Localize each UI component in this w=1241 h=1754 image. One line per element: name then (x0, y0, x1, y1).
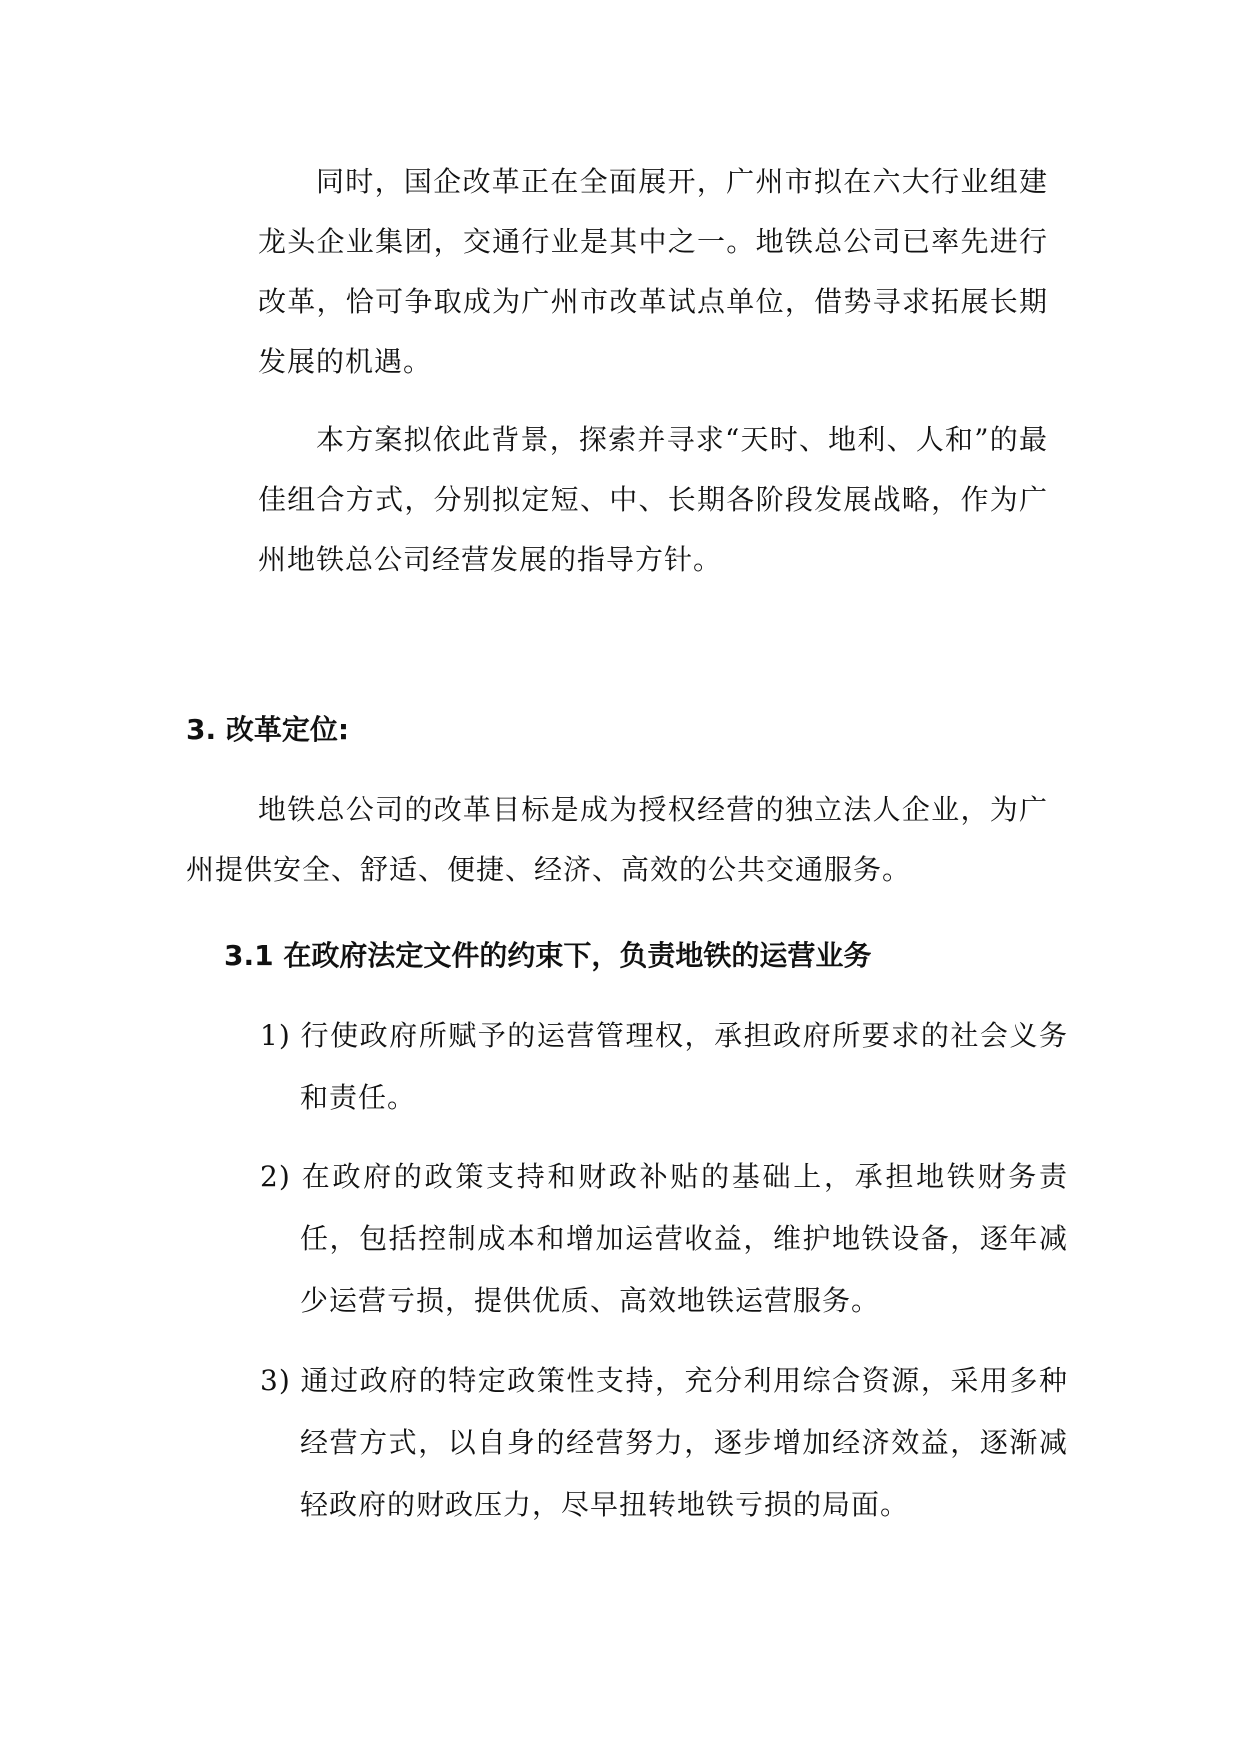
list-item (260, 1146, 1068, 1332)
list-item (260, 1350, 1068, 1536)
section-3-1-heading: 3.1 在政府法定文件的约束下，负责地铁的运营业务 (224, 939, 872, 972)
list-item-number: 1) (260, 1019, 291, 1052)
list-item-text: 在政府的政策支持和财政补贴的基础上，承担地铁财务责任，包括控制成本和增加运营收益，维护地铁设备，逐年减少运营亏损，提供优质、高效地铁运营服务。 (300, 1160, 1068, 1317)
list-item-number: 2) (260, 1160, 291, 1193)
list-item-text: 通过政府的特定政策性支持，充分利用综合资源，采用多种经营方式，以自身的经营努力，逐步增加经济效益，逐渐减轻政府的财政压力，尽早扭转地铁亏损的局面。 (300, 1364, 1068, 1521)
section-3-heading: 3. 改革定位: (186, 713, 350, 746)
paragraph-reform-background: 同时，国企改革正在全面展开，广州市拟在六大行业组建龙头企业集团，交通行业是其中之一。地铁总公司已率先进行改革，恰可争取成为广州市改革试点单位，借势寻求拓展长期发展的机遇。 (258, 165, 1048, 378)
list-item-number: 3) (260, 1364, 291, 1397)
paragraph-plan-purpose: 本方案拟依此背景，探索并寻求“天时、地利、人和”的最佳组合方式，分别拟定短、中、长期各阶段发展战略，作为广州地铁总公司经营发展的指导方针。 (258, 423, 1048, 576)
list-item (260, 1005, 1068, 1129)
list-item-text: 行使政府所赋予的运营管理权，承担政府所要求的社会义务和责任。 (300, 1019, 1068, 1114)
section-3-intro: 地铁总公司的改革目标是成为授权经营的独立法人企业，为广州提供安全、舒适、便捷、经济、高效的公共交通服务。 (186, 793, 1048, 886)
